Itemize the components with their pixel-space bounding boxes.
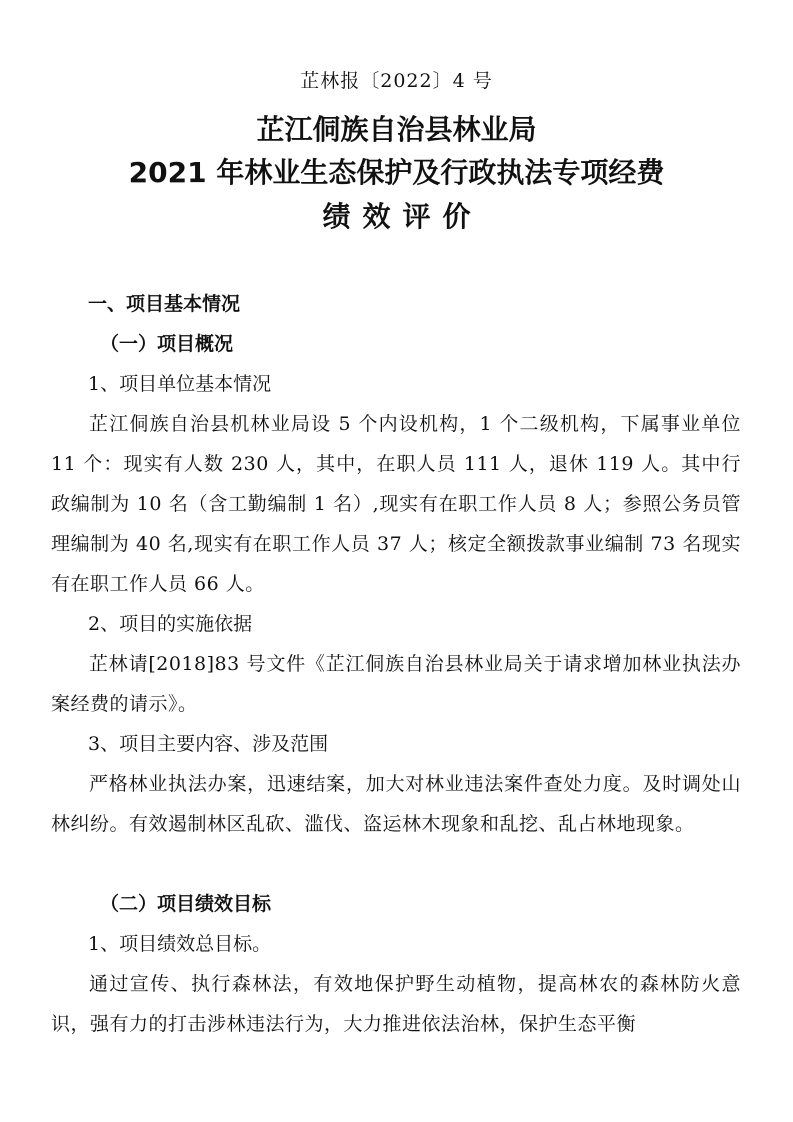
subsection-heading-goals: （二）项目绩效目标 [100, 893, 272, 915]
document-number: 芷林报〔2022〕4 号 [300, 70, 493, 92]
document-title-line3: 绩效评价 [322, 200, 483, 233]
item-heading-basis: 2、项目的实施依据 [88, 613, 253, 635]
subsection-heading-overview: （一）项目概况 [100, 333, 234, 355]
section-heading-basic-info: 一、项目基本情况 [88, 293, 241, 315]
item-heading-overall-goal: 1、项目绩效总目标。 [88, 933, 272, 955]
document-title-line2: 2021 年林业生态保护及行政执法专项经费 [128, 156, 665, 189]
paragraph-basis: 芷林请[2018]83 号文件《芷江侗族自治县林业局关于请求增加林业执法办案经费的请示》。 [51, 653, 741, 715]
document-title-line1: 芷江侗族自治县林业局 [256, 113, 537, 146]
paragraph-unit-info: 芷江侗族自治县机林业局设 5 个内设机构，1 个二级机构，下属事业单位 11 个：现实有人数 230 人，其中，在职人员 111 人，退休 119 人。其中行政编制为 10 名（含工勤编制 1 名）,现实有在职工作人员 8 人；参照公务员管理编制为 40 名,现实有在职工作人员 37 人；核定全额拨款事业编制 73 名现实有在职工作人员 66 人。 [51, 413, 741, 595]
item-heading-scope: 3、项目主要内容、涉及范围 [88, 733, 329, 755]
item-heading-unit-info: 1、项目单位基本情况 [88, 373, 272, 395]
paragraph-scope: 严格林业执法办案，迅速结案，加大对林业违法案件查处力度。及时调处山林纠纷。有效遏制林区乱砍、滥伐、盗运林木现象和乱挖、乱占林地现象。 [51, 773, 741, 835]
paragraph-overall-goal: 通过宣传、执行森林法，有效地保护野生动植物，提高林农的森林防火意识，强有力的打击涉林违法行为，大力推进依法治林，保护生态平衡 [51, 973, 741, 1035]
